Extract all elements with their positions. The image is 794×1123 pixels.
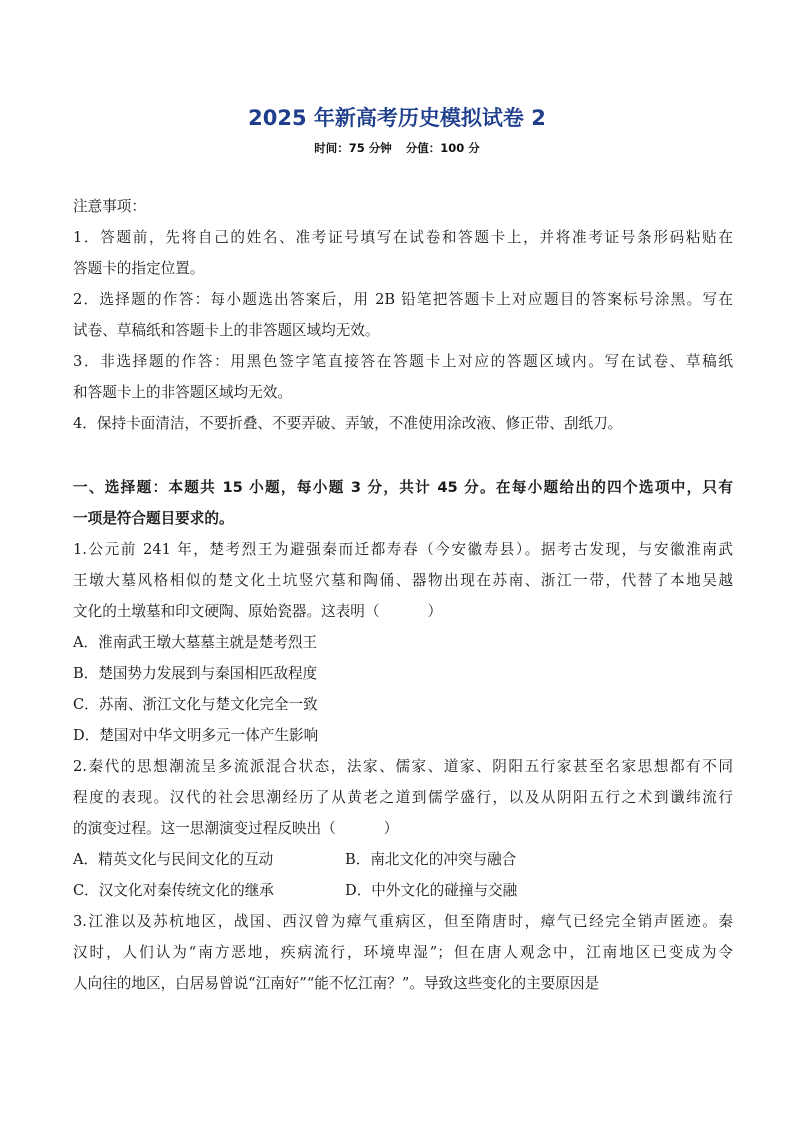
notice-item-1-line-2: 答题卡的指定位置。	[73, 260, 205, 277]
notice-item-1-line-1: 1．答题前，先将自己的姓名、准考证号填写在试卷和答题卡上，并将准考证号条形码粘贴在	[73, 229, 733, 246]
question-2-stem-line-1: 2.秦代的思想潮流呈多流派混合状态，法家、儒家、道家、阴阳五行家甚至名家思想都有不同	[73, 758, 733, 775]
time-label: 时间：75 分钟	[314, 141, 392, 155]
question-1-stem-close: ）	[427, 603, 443, 620]
exam-meta	[0, 139, 794, 157]
notice-item-4-line-1: 4．保持卡面清洁，不要折叠、不要弄破、弄皱，不准使用涂改液、修正带、刮纸刀。	[73, 415, 623, 432]
exam-title: 2025 年新高考历史模拟试卷 2	[248, 106, 546, 130]
notice-heading: 注意事项：	[73, 198, 146, 215]
question-3-stem-line-1: 3.江淮以及苏杭地区，战国、西汉曾为瘴气重病区，但至隋唐时，瘴气已经完全销声匿迹。秦	[73, 913, 733, 930]
question-3-stem-line-3: 人向往的地区，白居易曾说“江南好”“能不忆江南？”。导致这些变化的主要原因是	[73, 975, 600, 992]
question-2-option-c: C．汉文化对秦传统文化的继承	[73, 882, 274, 899]
question-1-option-b: B．楚国势力发展到与秦国相匹敌程度	[73, 665, 318, 682]
question-2-stem-close: ）	[383, 820, 399, 837]
question-1-option-c: C．苏南、浙江文化与楚文化完全一致	[73, 696, 318, 713]
notice-item-2-line-1: 2．选择题的作答：每小题选出答案后，用 2B 铅笔把答题卡上对应题目的答案标号涂黑。写在	[73, 291, 733, 308]
notice-item-3-line-2: 和答题卡上的非答题区域均无效。	[73, 384, 292, 401]
question-2-stem-line-3	[73, 818, 733, 840]
section-heading-line-2: 一项是符合题目要求的。	[73, 510, 234, 527]
question-1-option-a: A．淮南武王墩大墓墓主就是楚考烈王	[73, 634, 318, 651]
question-1-stem-line-3	[73, 601, 733, 623]
question-2-stem-text: 的演变过程。这一思潮演变过程反映出（	[73, 820, 336, 837]
question-2-option-d: D．中外文化的碰撞与交融	[345, 882, 518, 899]
question-1-stem-line-1: 1.公元前 241 年，楚考烈王为避强秦而迁都寿春（今安徽寿县）。据考古发现，与安徽淮南武	[73, 541, 733, 558]
question-3-stem-line-2: 汉时，人们认为“南方恶地，疾病流行，环境卑湿”；但在唐人观念中，江南地区已变成为令	[73, 944, 733, 961]
question-2-stem-line-2: 程度的表现。汉代的社会思潮经历了从黄老之道到儒学盛行，以及从阴阳五行之术到谶纬流行	[73, 789, 733, 806]
question-2-options-row-2	[73, 880, 733, 902]
question-1-option-d: D．楚国对中华文明多元一体产生影响	[73, 727, 319, 744]
notice-item-2-line-2: 试卷、草稿纸和答题卡上的非答题区域均无效。	[73, 322, 380, 339]
notice-item-3-line-1: 3．非选择题的作答：用黑色签字笔直接答在答题卡上对应的答题区域内。写在试卷、草稿纸	[73, 353, 733, 370]
question-1-stem-text: 文化的土墩墓和印文硬陶、原始瓷器。这表明（	[73, 603, 380, 620]
section-heading-line-1: 一、选择题：本题共 15 小题，每小题 3 分，共计 45 分。在每小题给出的四个选项中，只有	[73, 479, 733, 496]
score-label: 分值：100 分	[405, 141, 480, 155]
question-2-option-b: B．南北文化的冲突与融合	[345, 851, 517, 868]
question-2-option-a: A．精英文化与民间文化的互动	[73, 851, 274, 868]
question-1-stem-line-2: 王墩大墓风格相似的楚文化土坑竖穴墓和陶俑、器物出现在苏南、浙江一带，代替了本地吴越	[73, 572, 733, 589]
question-2-options-row-1	[73, 849, 733, 871]
